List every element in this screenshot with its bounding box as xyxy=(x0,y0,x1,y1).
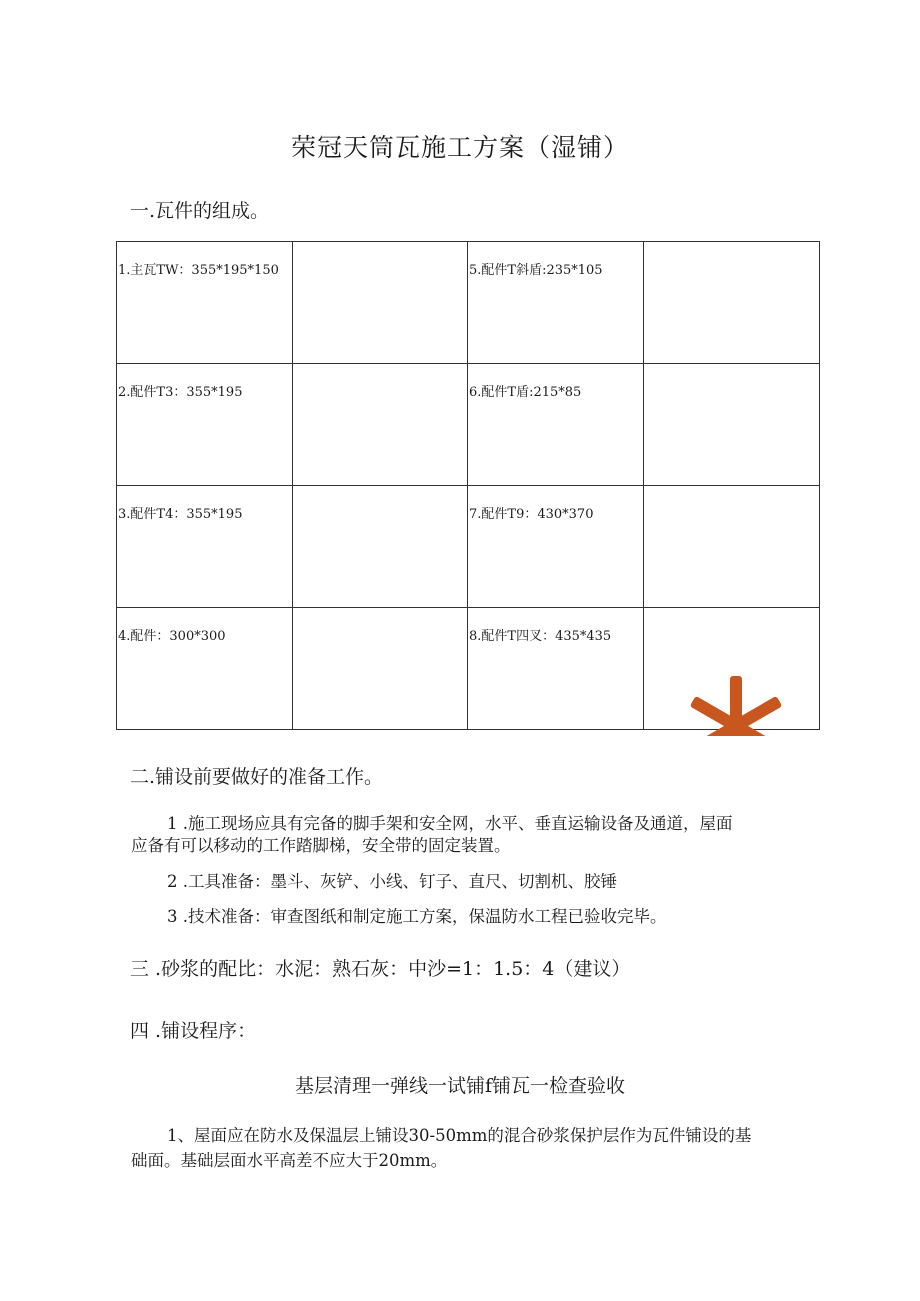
parts-table-row xyxy=(117,242,820,364)
parts-table-cell: 2.配件T3：355*195 xyxy=(117,364,293,486)
section-4-heading: 四 .铺设程序： xyxy=(130,1020,257,1042)
prep-item-2: 2 .工具准备：墨斗、灰铲、小线、钉子、直尺、切割机、胶锤 xyxy=(167,872,617,891)
procedure-flow: 基层清理一弹线一试铺f铺瓦一检查验收 xyxy=(294,1075,626,1097)
parts-table-cell xyxy=(644,486,820,608)
parts-table-cell: 3.配件T4：355*195 xyxy=(117,486,293,608)
procedure-item-1-line-1: 1、屋面应在防水及保温层上铺设30-50mm的混合砂浆保护层作为瓦件铺设的基 xyxy=(167,1126,752,1145)
section-3-heading: 三 .砂浆的配比：水泥：熟石灰：中沙=1：1.5：4（建议） xyxy=(130,958,631,980)
parts-table-row xyxy=(117,364,820,486)
parts-table-cell xyxy=(644,364,820,486)
parts-table-cell xyxy=(644,242,820,364)
prep-item-1-line-2: 应备有可以移动的工作踏脚梯，安全带的固定装置。 xyxy=(131,836,511,855)
parts-table-cell xyxy=(293,608,468,730)
procedure-item-1-line-2: 础面。基础层面水平高差不应大于20mm。 xyxy=(131,1151,448,1170)
parts-table-cell: 1.主瓦TW：355*195*150 xyxy=(117,242,293,364)
section-1-heading: 一.瓦件的组成。 xyxy=(130,200,270,222)
prep-item-1-line-1: 1 .施工现场应具有完备的脚手架和安全网，水平、垂直运输设备及通道，屋面 xyxy=(167,814,733,833)
page-title: 荣冠天筒瓦施工方案（湿铺） xyxy=(290,133,629,162)
parts-table-cell: 6.配件T盾:215*85 xyxy=(468,364,644,486)
parts-table xyxy=(116,241,820,730)
parts-table-cell xyxy=(293,242,468,364)
parts-table-cell: 7.配件T9：430*370 xyxy=(468,486,644,608)
prep-item-3: 3 .技术准备：审查图纸和制定施工方案，保温防水工程已验收完毕。 xyxy=(167,907,667,926)
parts-table-cell: 8.配件T四叉：435*435 xyxy=(468,608,644,730)
parts-table-cell: 4.配件：300*300 xyxy=(117,608,293,730)
asterisk-mark-icon xyxy=(690,668,782,736)
parts-table-cell xyxy=(293,486,468,608)
parts-table-cell xyxy=(293,364,468,486)
parts-table-cell: 5.配件T斜盾:235*105 xyxy=(468,242,644,364)
parts-table-row xyxy=(117,486,820,608)
section-2-heading: 二.铺设前要做好的准备工作。 xyxy=(130,766,384,788)
